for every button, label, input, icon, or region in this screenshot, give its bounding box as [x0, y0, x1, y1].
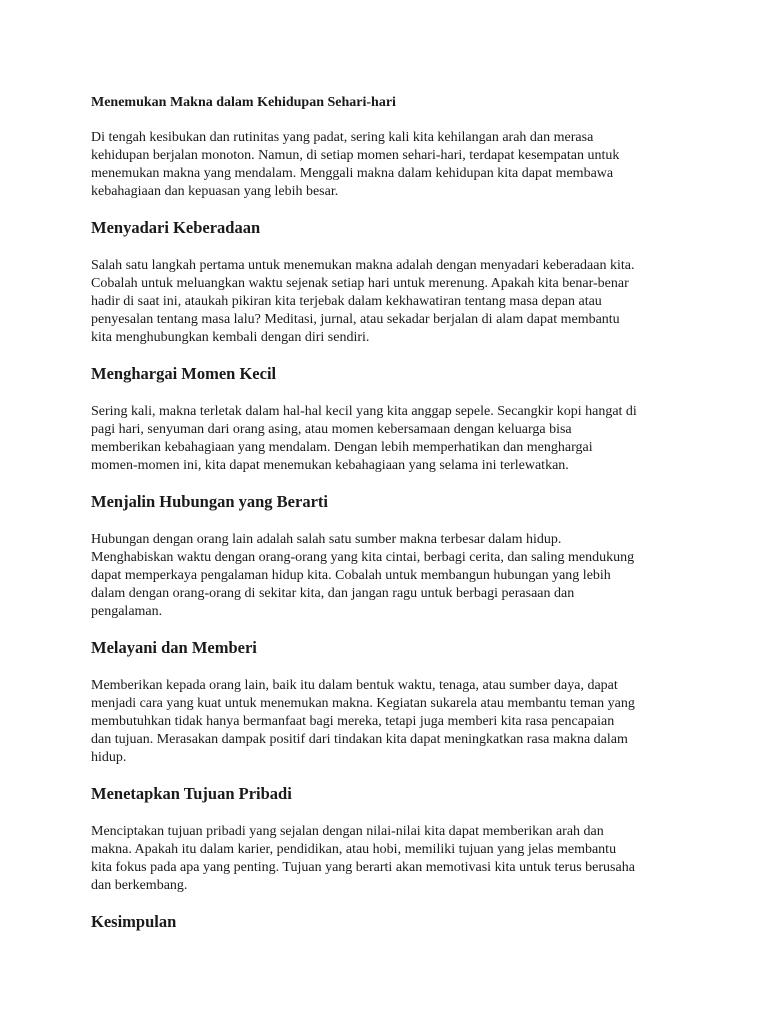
- section-heading: Melayani dan Memberi: [91, 638, 257, 657]
- section-paragraph: Sering kali, makna terletak dalam hal-hal kecil yang kita anggap sepele. Secangkir kopi hangat di pagi hari, senyuman dari orang asing, atau momen kebersamaan dengan keluarga bisa memberikan kebahagiaan yang mendalam. Dengan lebih memperhatikan dan menghargai momen-momen ini, kita dapat menemukan kebahagiaan yang selama ini terlewatkan.: [91, 404, 637, 473]
- section-heading: Menyadari Keberadaan: [91, 218, 261, 237]
- intro-paragraph: Di tengah kesibukan dan rutinitas yang padat, sering kali kita kehilangan arah dan merasa kehidupan berjalan monoton. Namun, di setiap momen sehari-hari, terdapat kesempatan untuk menemukan makna yang mendalam. Menggali makna dalam kehidupan kita dapat membawa kebahagiaan dan kepuasan yang lebih besar.: [91, 130, 620, 199]
- section-menetapkan-tujuan: [91, 784, 691, 895]
- section-heading: Kesimpulan: [91, 912, 177, 931]
- section-menyadari-keberadaan: [91, 218, 691, 347]
- document-title: Menemukan Makna dalam Kehidupan Sehari-hari: [91, 95, 396, 110]
- document-page: [91, 94, 691, 951]
- section-heading: Menjalin Hubungan yang Berarti: [91, 492, 328, 511]
- section-paragraph: Salah satu langkah pertama untuk menemukan makna adalah dengan menyadari keberadaan kita. Cobalah untuk meluangkan waktu sejenak setiap hari untuk merenung. Apakah kita benar-benar hadir di saat ini, ataukah pikiran kita terjebak dalam kekhawatiran tentang masa depan atau penyesalan tentang masa lalu? Meditasi, jurnal, atau sekadar berjalan di alam dapat membantu kita menghubungkan kembali dengan diri sendiri.: [91, 258, 635, 345]
- section-paragraph: Hubungan dengan orang lain adalah salah satu sumber makna terbesar dalam hidup. Menghabiskan waktu dengan orang-orang yang kita cintai, berbagi cerita, dan saling mendukung dapat memperkaya pengalaman hidup kita. Cobalah untuk membangun hubungan yang lebih dalam dengan orang-orang di sekitar kita, dan jangan ragu untuk berbagi perasaan dan pengalaman.: [91, 532, 635, 619]
- section-paragraph: Menciptakan tujuan pribadi yang sejalan dengan nilai-nilai kita dapat memberikan arah dan makna. Apakah itu dalam karier, pendidikan, atau hobi, memiliki tujuan yang jelas membantu kita fokus pada apa yang penting. Tujuan yang berarti akan memotivasi kita untuk terus berusaha dan berkembang.: [91, 824, 635, 893]
- section-melayani-dan-memberi: [91, 638, 691, 767]
- section-heading: Menghargai Momen Kecil: [91, 364, 277, 383]
- section-paragraph: Memberikan kepada orang lain, baik itu dalam bentuk waktu, tenaga, atau sumber daya, dapat menjadi cara yang kuat untuk menemukan makna. Kegiatan sukarela atau membantu teman yang membutuhkan tidak hanya bermanfaat bagi mereka, tetapi juga memberi kita rasa pencapaian dan tujuan. Merasakan dampak positif dari tindakan kita dapat meningkatkan rasa makna dalam hidup.: [91, 678, 635, 765]
- section-heading: Menetapkan Tujuan Pribadi: [91, 784, 292, 803]
- section-menghargai-momen-kecil: [91, 364, 691, 475]
- section-menjalin-hubungan: [91, 492, 691, 621]
- section-kesimpulan: [91, 912, 691, 932]
